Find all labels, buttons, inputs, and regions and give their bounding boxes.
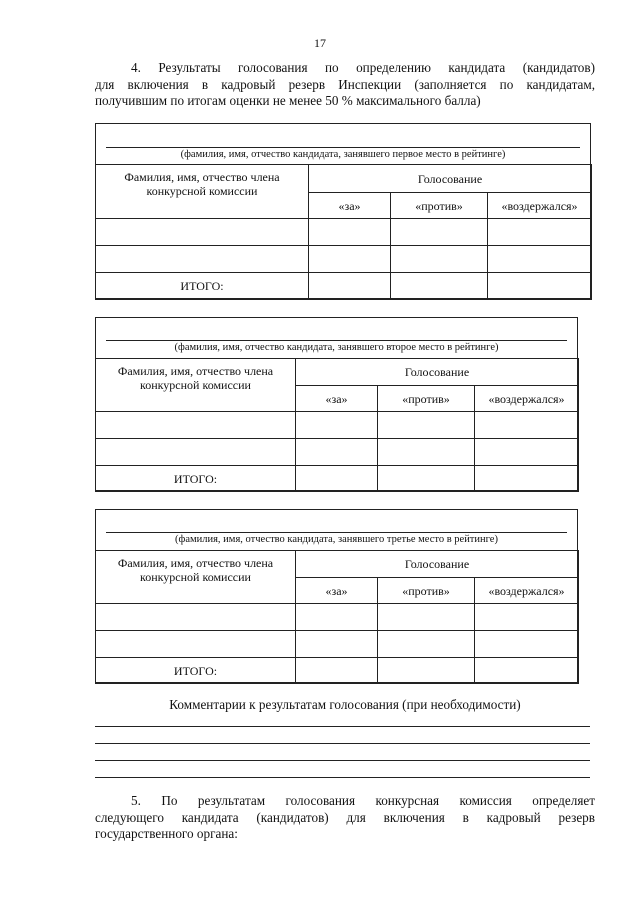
col-against: «против»: [378, 578, 475, 604]
vote-header: Голосование: [296, 359, 579, 386]
member-name-cell[interactable]: [96, 246, 309, 273]
candidate-caption: (фамилия, имя, отчество кандидата, занявшего второе место в рейтинге): [174, 342, 499, 353]
section-5-line: 5. По результатам голосования конкурсная комиссия определяет: [131, 793, 595, 808]
col-abstain: «воздержался»: [488, 193, 592, 219]
vote-for-cell[interactable]: [309, 246, 391, 273]
comments-title: Комментарии к результатам голосования (при необходимости): [169, 697, 521, 712]
section-5-line: следующего кандидата (кандидатов) для включения в кадровый резерв: [95, 809, 595, 825]
table-row: [96, 439, 579, 466]
total-against-cell[interactable]: [378, 466, 475, 492]
vote-against-cell[interactable]: [378, 439, 475, 466]
vote-for-cell[interactable]: [296, 604, 378, 631]
voting-table-second-place: [95, 317, 578, 491]
comment-line[interactable]: [95, 743, 590, 744]
vote-against-cell[interactable]: [391, 246, 488, 273]
section-4-line: 4. Результаты голосования по определению кандидата (кандидатов): [131, 60, 595, 75]
candidate-caption: (фамилия, имя, отчество кандидата, занявшего третье место в рейтинге): [175, 534, 498, 545]
total-row: [96, 658, 579, 684]
col-for: «за»: [296, 386, 378, 412]
table-row: [96, 246, 592, 273]
total-label: ИТОГО:: [96, 273, 309, 300]
total-label: ИТОГО:: [96, 658, 296, 684]
vote-table: [95, 550, 579, 684]
member-name-cell[interactable]: [96, 604, 296, 631]
total-for-cell[interactable]: [296, 466, 378, 492]
vote-for-cell[interactable]: [296, 631, 378, 658]
candidate-name-line: [106, 340, 567, 341]
section-4-paragraph: [95, 60, 595, 110]
voting-table-third-place: [95, 509, 578, 683]
col-abstain: «воздержался»: [475, 386, 579, 412]
total-label: ИТОГО:: [96, 466, 296, 492]
comment-line[interactable]: [95, 726, 590, 727]
col-against: «против»: [391, 193, 488, 219]
total-for-cell[interactable]: [296, 658, 378, 684]
section-5-paragraph: [95, 793, 595, 843]
candidate-name-line: [106, 147, 580, 148]
table-row: [96, 631, 579, 658]
vote-for-cell[interactable]: [296, 439, 378, 466]
vote-against-cell[interactable]: [391, 219, 488, 246]
section-4-line: получившим по итогам оценки не менее 50 % максимального балла): [95, 93, 481, 108]
total-abstain-cell[interactable]: [475, 466, 579, 492]
section-5-line: государственного органа:: [95, 826, 238, 841]
comment-line[interactable]: [95, 760, 590, 761]
voting-table-first-place: [95, 123, 591, 299]
section-4-line: для включения в кадровый резерв Инспекции (заполняется по кандидатам,: [95, 76, 595, 92]
vote-against-cell[interactable]: [378, 631, 475, 658]
vote-abstain-cell[interactable]: [488, 219, 592, 246]
total-abstain-cell[interactable]: [475, 658, 579, 684]
vote-for-cell[interactable]: [296, 412, 378, 439]
vote-abstain-cell[interactable]: [475, 412, 579, 439]
vote-header: Голосование: [309, 165, 592, 193]
total-row: [96, 273, 592, 300]
candidate-name-line: [106, 532, 567, 533]
member-header: Фамилия, имя, отчество члена конкурсной комиссии: [96, 551, 296, 604]
table-row: [96, 412, 579, 439]
vote-table: [95, 358, 579, 492]
vote-abstain-cell[interactable]: [475, 631, 579, 658]
member-name-cell[interactable]: [96, 219, 309, 246]
total-for-cell[interactable]: [309, 273, 391, 300]
vote-abstain-cell[interactable]: [475, 439, 579, 466]
vote-against-cell[interactable]: [378, 604, 475, 631]
comment-line[interactable]: [95, 777, 590, 778]
page-number: 17: [314, 36, 326, 50]
total-against-cell[interactable]: [378, 658, 475, 684]
member-name-cell[interactable]: [96, 631, 296, 658]
member-header: Фамилия, имя, отчество члена конкурсной комиссии: [96, 359, 296, 412]
vote-against-cell[interactable]: [378, 412, 475, 439]
table-row: [96, 219, 592, 246]
vote-for-cell[interactable]: [309, 219, 391, 246]
col-against: «против»: [378, 386, 475, 412]
col-abstain: «воздержался»: [475, 578, 579, 604]
table-row: [96, 604, 579, 631]
total-row: [96, 466, 579, 492]
vote-table: [95, 164, 592, 300]
member-name-cell[interactable]: [96, 412, 296, 439]
total-abstain-cell[interactable]: [488, 273, 592, 300]
vote-header: Голосование: [296, 551, 579, 578]
vote-abstain-cell[interactable]: [488, 246, 592, 273]
total-against-cell[interactable]: [391, 273, 488, 300]
col-for: «за»: [309, 193, 391, 219]
member-name-cell[interactable]: [96, 439, 296, 466]
candidate-caption: (фамилия, имя, отчество кандидата, занявшего первое место в рейтинге): [180, 149, 506, 160]
col-for: «за»: [296, 578, 378, 604]
member-header: Фамилия, имя, отчество члена конкурсной комиссии: [96, 165, 309, 219]
vote-abstain-cell[interactable]: [475, 604, 579, 631]
